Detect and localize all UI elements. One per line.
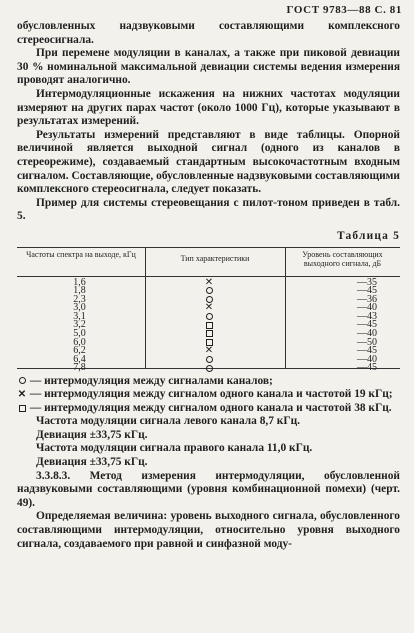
legend-symbol xyxy=(17,402,27,416)
level-cell: —50 xyxy=(357,336,377,348)
circle-symbol-icon xyxy=(206,365,213,372)
results-table xyxy=(17,247,400,374)
frequency-cell: 1,8 xyxy=(73,285,86,297)
level-cell: —45 xyxy=(357,345,377,357)
legend-text: — интермодуляция между сигналом одного канала и частотой 19 кГц; xyxy=(27,388,393,401)
frequency-cell: 3,0 xyxy=(73,302,86,314)
type-cell xyxy=(201,287,217,296)
left-channel-deviation: Девиация ±33,75 кГц. xyxy=(36,428,148,441)
type-cell xyxy=(201,347,217,356)
cross-symbol-icon: ✕ xyxy=(204,345,214,357)
right-channel-frequency: Частота модуляции сигнала правого канала 11,0 кГц. xyxy=(36,442,313,455)
paragraph-modulation-change: При перемене модуляции в каналах, а также при пиковой девиации 30 % номинальной максимальной девиации системы ведения измерения проводят аналогично. xyxy=(17,47,400,87)
legend-item xyxy=(17,402,400,416)
header-level: Уровень составляющих выходного сигнала, дБ xyxy=(302,249,383,268)
square-symbol-icon xyxy=(206,330,213,337)
circle-symbol-icon xyxy=(19,377,26,384)
level-cell: —35 xyxy=(357,276,377,288)
type-cell xyxy=(201,356,217,365)
level-cell: —43 xyxy=(357,310,377,322)
legend-item xyxy=(17,375,400,389)
square-symbol-icon xyxy=(206,322,213,329)
circle-symbol-icon xyxy=(206,356,213,363)
legend-item xyxy=(17,388,400,402)
paragraph-continuation: обусловленных надзвуковыми составляющими комплексного стереосигнала. xyxy=(17,20,400,46)
paragraph-results: Результаты измерений представляют в виде таблицы. Опорной величиной является выходной сигнал (одного из каналов в стереорежиме), создаваемый стандартным высокочастотным входным сигналом. Составляющие, обусловленные надзвуковыми составляющими комплексного стереосигнала, следует показать. xyxy=(17,128,400,196)
legend-text: — интермодуляция между сигналами каналов; xyxy=(27,374,273,387)
table-caption: Таблица 5 xyxy=(337,229,400,242)
paragraph-low-frequency: Интермодуляционные искажения на нижних частотах модуляции измеряют на других парах частот (около 1000 Гц), которые указывают в результатах измерений. xyxy=(17,87,400,128)
page-header: ГОСТ 9783—88 С. 81 xyxy=(286,4,402,16)
table-divider-1 xyxy=(145,248,146,368)
document-body xyxy=(17,20,400,551)
paragraph-example: Пример для системы стереовещания с пилот-тоном приведен в табл. 5. xyxy=(17,196,400,223)
level-cell: —45 xyxy=(357,362,377,374)
circle-symbol-icon xyxy=(206,313,213,320)
level-cell: —36 xyxy=(357,293,377,305)
right-channel-deviation: Девиация ±33,75 кГц. xyxy=(36,456,148,469)
frequency-column xyxy=(17,276,142,374)
header-frequency: Частоты спектра на выходе, кГц xyxy=(26,249,136,259)
paragraph-definition: Определяемая величина: уровень выходного сигнала, обусловленного составляющими интермодуляции, относительно уровня выходного сигнала, создаваемого при равной и синфазной моду- xyxy=(17,510,400,550)
cross-symbol-icon: ✕ xyxy=(204,276,214,288)
cross-symbol-icon: ✕ xyxy=(17,389,27,401)
level-column xyxy=(297,276,377,374)
type-cell xyxy=(201,276,217,288)
legend xyxy=(17,375,400,416)
legend-symbol xyxy=(17,375,27,389)
header-type: Тип характеристики xyxy=(180,253,250,263)
frequency-cell: 3,2 xyxy=(73,319,86,331)
type-cell xyxy=(201,321,217,330)
frequency-cell: 5,0 xyxy=(73,328,86,340)
frequency-cell: 3,1 xyxy=(73,310,86,322)
cross-symbol-icon: ✕ xyxy=(204,302,214,314)
section-3-3-8-3: 3.3.8.3. Метод измерения интермодуляции, обусловленной надзвуковыми составляющими (уровня комбинационной помехи) (черт. 49). xyxy=(17,469,400,509)
type-column xyxy=(201,276,217,374)
frequency-cell: 1,6 xyxy=(73,276,86,288)
frequency-cell: 6,0 xyxy=(73,336,86,348)
level-cell: —45 xyxy=(357,285,377,297)
legend-text: — интермодуляция между сигналом одного канала и частотой 38 кГц. xyxy=(27,401,392,414)
square-symbol-icon xyxy=(19,405,26,412)
left-channel-frequency: Частота модуляции сигнала левого канала 8,7 кГц. xyxy=(36,415,301,428)
circle-symbol-icon xyxy=(206,287,213,294)
frequency-cell: 2,3 xyxy=(73,293,86,305)
type-cell xyxy=(201,304,217,313)
type-cell xyxy=(201,330,217,339)
frequency-cell: 7,8 xyxy=(73,362,86,374)
level-cell: —40 xyxy=(357,328,377,340)
type-cell xyxy=(201,313,217,322)
frequency-cell: 6,2 xyxy=(73,345,86,357)
type-cell xyxy=(201,364,217,373)
level-cell: —40 xyxy=(357,302,377,314)
legend-symbol xyxy=(17,388,27,402)
level-cell: —40 xyxy=(357,353,377,365)
frequency-cell: 6,4 xyxy=(73,353,86,365)
level-cell: —45 xyxy=(357,319,377,331)
